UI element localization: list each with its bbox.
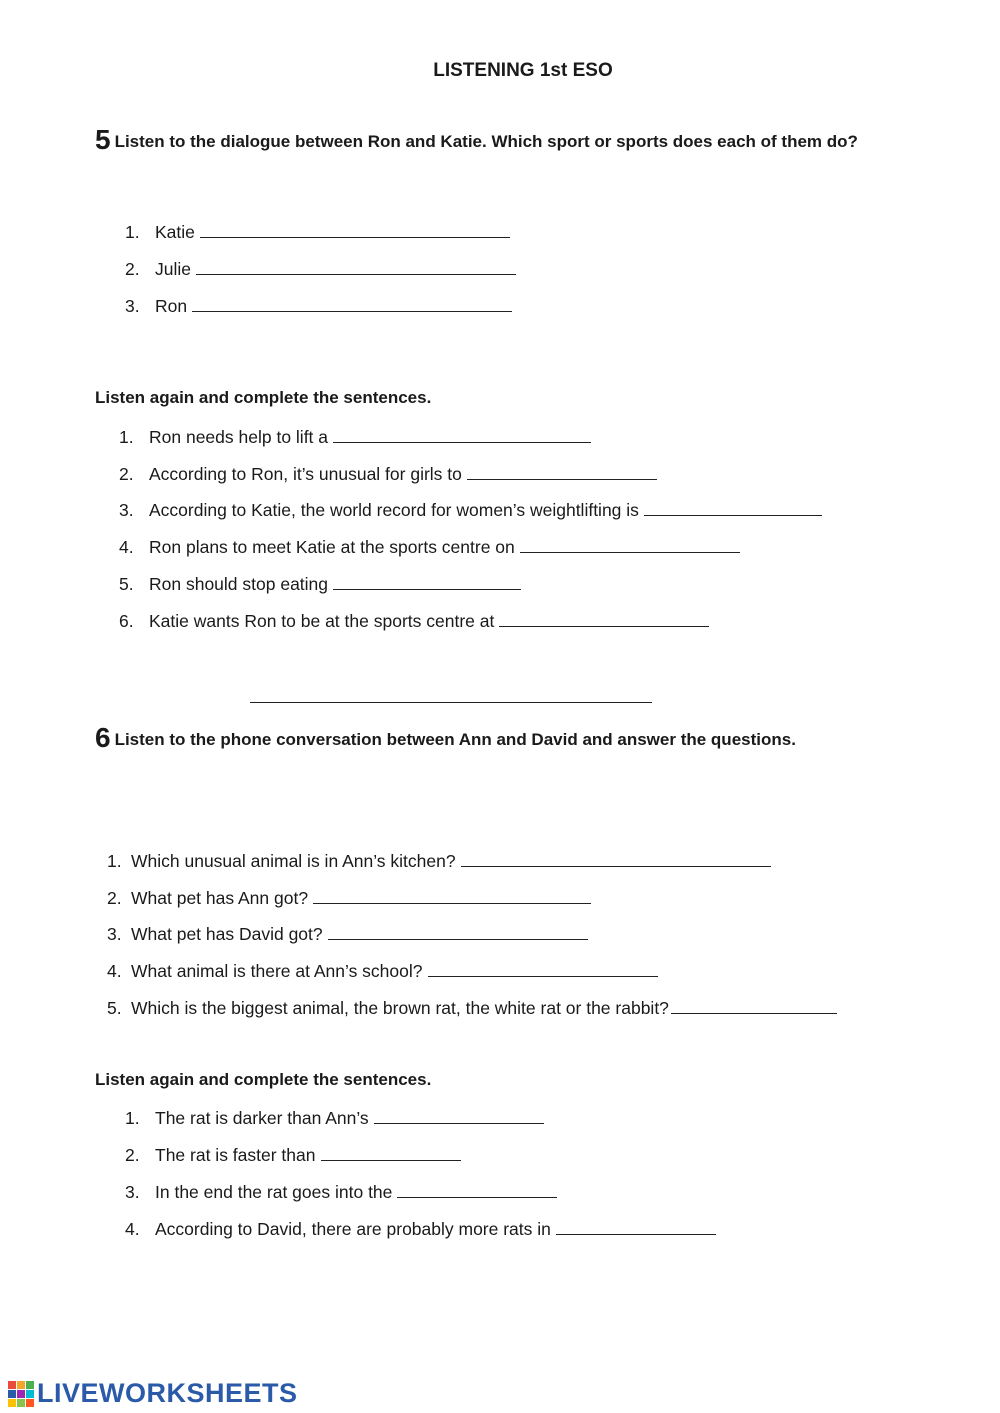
question-item: 1. Which unusual animal is in Ann’s kitchen? [107,849,771,872]
logo-square [26,1399,34,1407]
answer-blank[interactable] [333,425,591,443]
name-item-julie: 2. Julie [125,257,516,280]
logo-square [8,1381,16,1389]
answer-blank[interactable] [200,220,510,238]
answer-blank[interactable] [374,1106,544,1124]
answer-blank[interactable] [671,996,837,1014]
question-item: 5. Which is the biggest animal, the brown rat, the white rat or the rabbit? [107,996,837,1019]
answer-blank[interactable] [333,572,521,590]
answer-blank[interactable] [192,294,512,312]
logo-square [17,1390,25,1398]
answer-blank[interactable] [397,1180,557,1198]
logo-square [8,1390,16,1398]
answer-blank[interactable] [313,886,591,904]
sentence-item: 4. Ron plans to meet Katie at the sports centre on [119,535,740,558]
answer-blank[interactable] [428,959,658,977]
question-item: 2. What pet has Ann got? [107,886,591,909]
section-5-heading [95,124,858,156]
logo-square [8,1399,16,1407]
sentence-item: 3. According to Katie, the world record for women’s weightlifting is [119,498,822,521]
liveworksheets-logo[interactable] [8,1378,298,1409]
answer-blank[interactable] [556,1217,716,1235]
logo-square [17,1399,25,1407]
answer-blank[interactable] [467,462,657,480]
section-5-instruction: Listen to the dialogue between Ron and Katie. Which sport or sports does each of them do? [114,132,858,151]
answer-blank[interactable] [461,849,771,867]
answer-blank[interactable] [499,609,709,627]
sentence-item: 3. In the end the rat goes into the [125,1180,557,1203]
answer-blank[interactable] [328,922,588,940]
logo-text: LIVEWORKSHEETS [37,1378,298,1408]
section-5-subheading: Listen again and complete the sentences. [95,388,432,407]
section-6-subheading: Listen again and complete the sentences. [95,1070,432,1089]
page-title: LISTENING 1st ESO [433,60,613,81]
section-6-heading [95,722,796,754]
sentence-item: 1. Ron needs help to lift a [119,425,591,448]
answer-blank[interactable] [321,1143,461,1161]
sentence-item: 2. According to Ron, it’s unusual for girls to [119,462,657,485]
section-6-instruction: Listen to the phone conversation between Ann and David and answer the questions. [114,730,796,749]
sentence-item: 4. According to David, there are probably more rats in [125,1217,716,1240]
sentence-item: 5. Ron should stop eating [119,572,521,595]
liveworksheets-logo-icon [8,1381,34,1407]
section-6-number: 6 [95,722,111,753]
logo-square [17,1381,25,1389]
name-item-ron: 3. Ron [125,294,512,317]
question-item: 4. What animal is there at Ann’s school? [107,959,658,982]
name-item-katie: 1. Katie [125,220,510,243]
section-divider [250,702,652,703]
answer-blank[interactable] [644,498,822,516]
logo-square [26,1381,34,1389]
answer-blank[interactable] [196,257,516,275]
sentence-item: 2. The rat is faster than [125,1143,461,1166]
section-5-number: 5 [95,124,111,155]
logo-square [26,1390,34,1398]
sentence-item: 6. Katie wants Ron to be at the sports centre at [119,609,709,632]
answer-blank[interactable] [520,535,740,553]
sentence-item: 1. The rat is darker than Ann’s [125,1106,544,1129]
question-item: 3. What pet has David got? [107,922,588,945]
